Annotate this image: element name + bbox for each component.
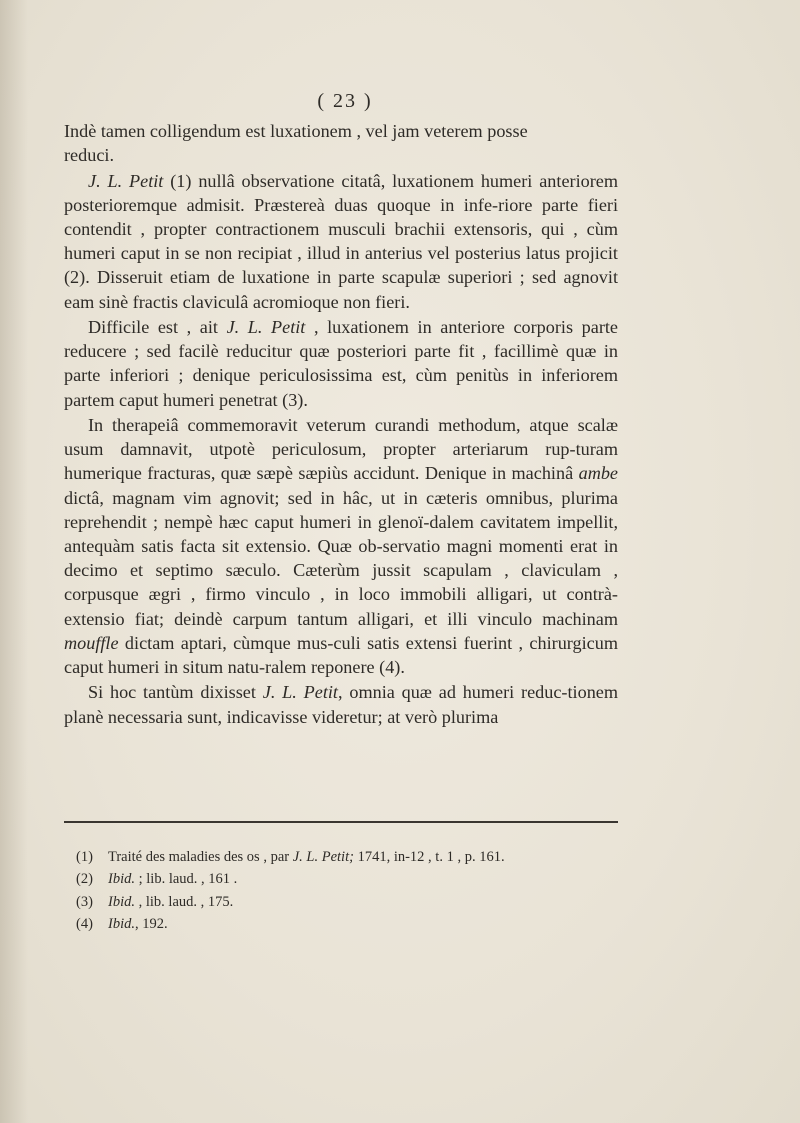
- footnote-text: [108, 891, 616, 913]
- footnote-number: (1): [76, 849, 93, 865]
- footnote-number: (4): [76, 916, 93, 933]
- footnote-text: [108, 913, 616, 935]
- footnote-divider: [64, 821, 618, 823]
- footnote-4: [76, 913, 616, 935]
- footnote-4-run-1: Ibid.: [108, 916, 135, 933]
- paragraph-2: [64, 169, 618, 314]
- paragraph-1-line-2: reduci.: [64, 145, 114, 166]
- paragraph-4-run-5: dictam aptari, cùmque mus-culi satis extensi fuerint , chirurgicum caput humeri in situm natu-ralem reponere (4).: [64, 632, 618, 678]
- paragraph-1: [64, 119, 618, 167]
- footnote-2-run-1: Ibid.: [108, 871, 135, 888]
- footnote-3-run-2: , lib. laud. , 175.: [134, 893, 234, 910]
- paragraph-3: [64, 315, 618, 412]
- paragraph-3-run-1: Difficile est , ait: [88, 317, 227, 337]
- paragraph-5-run-3: , omnia quæ ad humeri reduc-tionem planè necessaria sunt, indicavisse videretur; at verò plurima: [64, 682, 619, 727]
- footnote-1-run-1: Traité des maladies des os , par: [108, 849, 293, 865]
- main-text: [64, 119, 618, 729]
- footnote-3-run-1: Ibid.: [108, 893, 135, 910]
- footnote-4-run-2: , 192.: [134, 916, 168, 933]
- paragraph-4-run-2: ambe: [578, 463, 618, 484]
- paragraph-4-run-3: dictâ, magnam vim agnovit; sed in hâc, ut in cæteris omnibus, plurima reprehendit ; nempè hæc caput humeri in glenoï-dalem cavitatem impellit, antequàm satis facta sit extensio. Quæ ob-servatio magni momenti erat in decimo et septimo sæculo. Cæterùm jussit scapulam , claviculam , corpusque ægri , firmo vinculo , in loco immobili alligari, ut contrà-extensio fiat; deindè carpum tantum alligari, et illi vinculo machinam: [64, 487, 618, 629]
- footnote-number: (3): [76, 893, 93, 910]
- paragraph-2-run-2: (1) nullâ observatione citatâ, luxationem humeri anteriorem posterioremque admisit. Præstereà duas quoque in infe-riore parte fieri contendit , propter contractionem musculi brachii extensoris, qui , cùm humeri caput in se non recipiat , illud in anterius vel posterius latus projicit (2). Disseruit etiam de luxatione in parte scapulæ superiori ; sed agnovit eam sinè fractis claviculâ acromioque non fieri.: [64, 170, 619, 312]
- footnote-text: [108, 868, 616, 890]
- paragraph-2-run-1: J. L. Petit: [88, 170, 164, 191]
- footnote-3: [76, 891, 616, 913]
- footnotes: [76, 846, 616, 936]
- paragraph-4-run-4: mouffle: [64, 632, 119, 653]
- footnote-1-run-3: 1741, in-12 , t. 1 , p. 161.: [353, 849, 505, 865]
- footnote-text: [108, 846, 616, 868]
- paragraph-4-run-1: In therapeiâ commemoravit veterum curandi methodum, atque scalæ usum damnavit, utpotè periculosum, propter arteriarum rup-turam humerique fracturas, quæ sæpè sæpiùs accidunt. Denique in machinâ: [64, 415, 618, 484]
- paragraph-5: [64, 680, 618, 728]
- footnote-1-run-2: J. L. Petit;: [292, 849, 354, 865]
- paragraph-3-run-2: J. L. Petit: [226, 317, 306, 337]
- paragraph-3-run-3: , luxationem in anteriore corporis parte reducere ; sed facilè reducitur quæ posteriori parte fit , facillimè quæ in parte inferiori ; denique periculosissima est, cùm penitùs in inferiorem partem caput humeri penetrat (3).: [64, 317, 618, 410]
- page-gutter-shadow: [0, 0, 28, 1123]
- paragraph-4: [64, 413, 618, 679]
- paragraph-5-run-1: Si hoc tantùm dixisset: [88, 682, 263, 703]
- page-number: ( 23 ): [317, 90, 373, 112]
- footnote-1: [76, 846, 616, 868]
- paragraph-5-run-2: J. L. Petit: [262, 682, 338, 703]
- footnote-2: [76, 868, 616, 890]
- paragraph-1-line-1: Indè tamen colligendum est luxationem , vel jam veterem posse: [64, 121, 528, 141]
- footnote-number: (2): [76, 871, 93, 888]
- footnote-2-run-2: ; lib. laud. , 161 .: [134, 871, 238, 888]
